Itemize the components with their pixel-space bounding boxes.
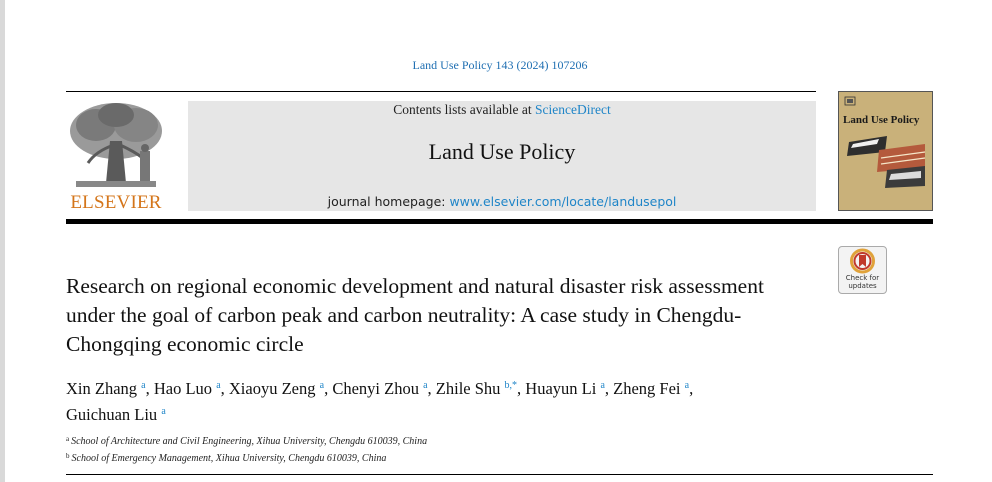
author-name[interactable]: Chenyi Zhou (332, 379, 419, 398)
homepage-prefix: journal homepage: (327, 194, 450, 209)
author-name[interactable]: Hao Luo (153, 379, 213, 398)
check-for-updates-button[interactable] (838, 246, 887, 294)
author-affiliation-mark[interactable]: a (141, 380, 146, 391)
journal-homepage-link[interactable]: www.elsevier.com/locate/landusepol (449, 194, 677, 209)
check-updates-line2: updates (848, 281, 877, 290)
check-updates-label (839, 275, 886, 290)
author-affiliation-mark[interactable]: a (161, 406, 166, 417)
author-name[interactable]: Zheng Fei (613, 379, 681, 398)
section-rule (66, 474, 933, 475)
author-name[interactable]: Xiaoyu Zeng (228, 379, 316, 398)
author-affiliation-mark[interactable]: a (684, 380, 690, 391)
author-affiliation-mark[interactable]: a (423, 380, 428, 391)
homepage-line (188, 194, 816, 209)
author-name[interactable]: Xin Zhang (66, 379, 138, 398)
author-affiliation-mark[interactable]: a (319, 380, 325, 391)
author-name[interactable]: Guichuan Liu (66, 405, 158, 424)
affiliation-text: School of Architecture and Civil Engineering, Xihua University, Chengdu 610039, China (71, 436, 428, 447)
cover-art-icon (839, 92, 932, 210)
elsevier-wordmark: ELSEVIER (70, 192, 162, 213)
article-title: Research on regional economic development and natural disaster risk assessment under the goal of carbon peak and carbon neutrality: A case study in Chengdu-Chongqing economic circle (66, 274, 764, 356)
elsevier-logo[interactable] (66, 101, 166, 213)
elsevier-tree-icon (66, 101, 166, 189)
author-affiliation-mark[interactable]: a (216, 380, 221, 391)
author-affiliation-mark[interactable]: a (600, 380, 605, 391)
affiliation-item (66, 432, 427, 449)
contents-line (188, 102, 816, 118)
affiliation-text: School of Emergency Management, Xihua University, Chengdu 610039, China (71, 453, 387, 464)
author-name[interactable]: Zhile Shu (435, 379, 501, 398)
author-name[interactable]: Huayun Li (525, 379, 597, 398)
contents-prefix: Contents lists available at (393, 102, 535, 117)
affiliation-list (66, 432, 427, 466)
journal-title[interactable]: Land Use Policy (428, 139, 576, 164)
cover-title: Land Use Policy (843, 114, 920, 126)
journal-citation[interactable]: Land Use Policy 143 (2024) 107206 (412, 58, 588, 72)
header-thick-rule (66, 219, 933, 224)
check-updates-line1: Check for (845, 274, 880, 282)
header-rule (66, 91, 816, 92)
journal-cover[interactable] (838, 91, 933, 211)
affiliation-item (66, 449, 427, 466)
sciencedirect-link[interactable]: ScienceDirect (535, 102, 611, 117)
check-updates-icon (839, 247, 886, 277)
author-affiliation-mark[interactable]: b,* (504, 380, 518, 391)
journal-banner (188, 101, 816, 211)
author-list: Xin Zhang $^a$, Hao Luo $^a$, Xiaoyu Zeng $^a$, Chenyi Zhou $^a$, Zhile Shu $^{b,*}$, Huayun Li $^a$, Zheng Fei $^a$, Guichuan Liu $^a$ (66, 379, 694, 424)
affiliation-mark: b (66, 452, 70, 460)
affiliation-mark: a (66, 435, 70, 443)
